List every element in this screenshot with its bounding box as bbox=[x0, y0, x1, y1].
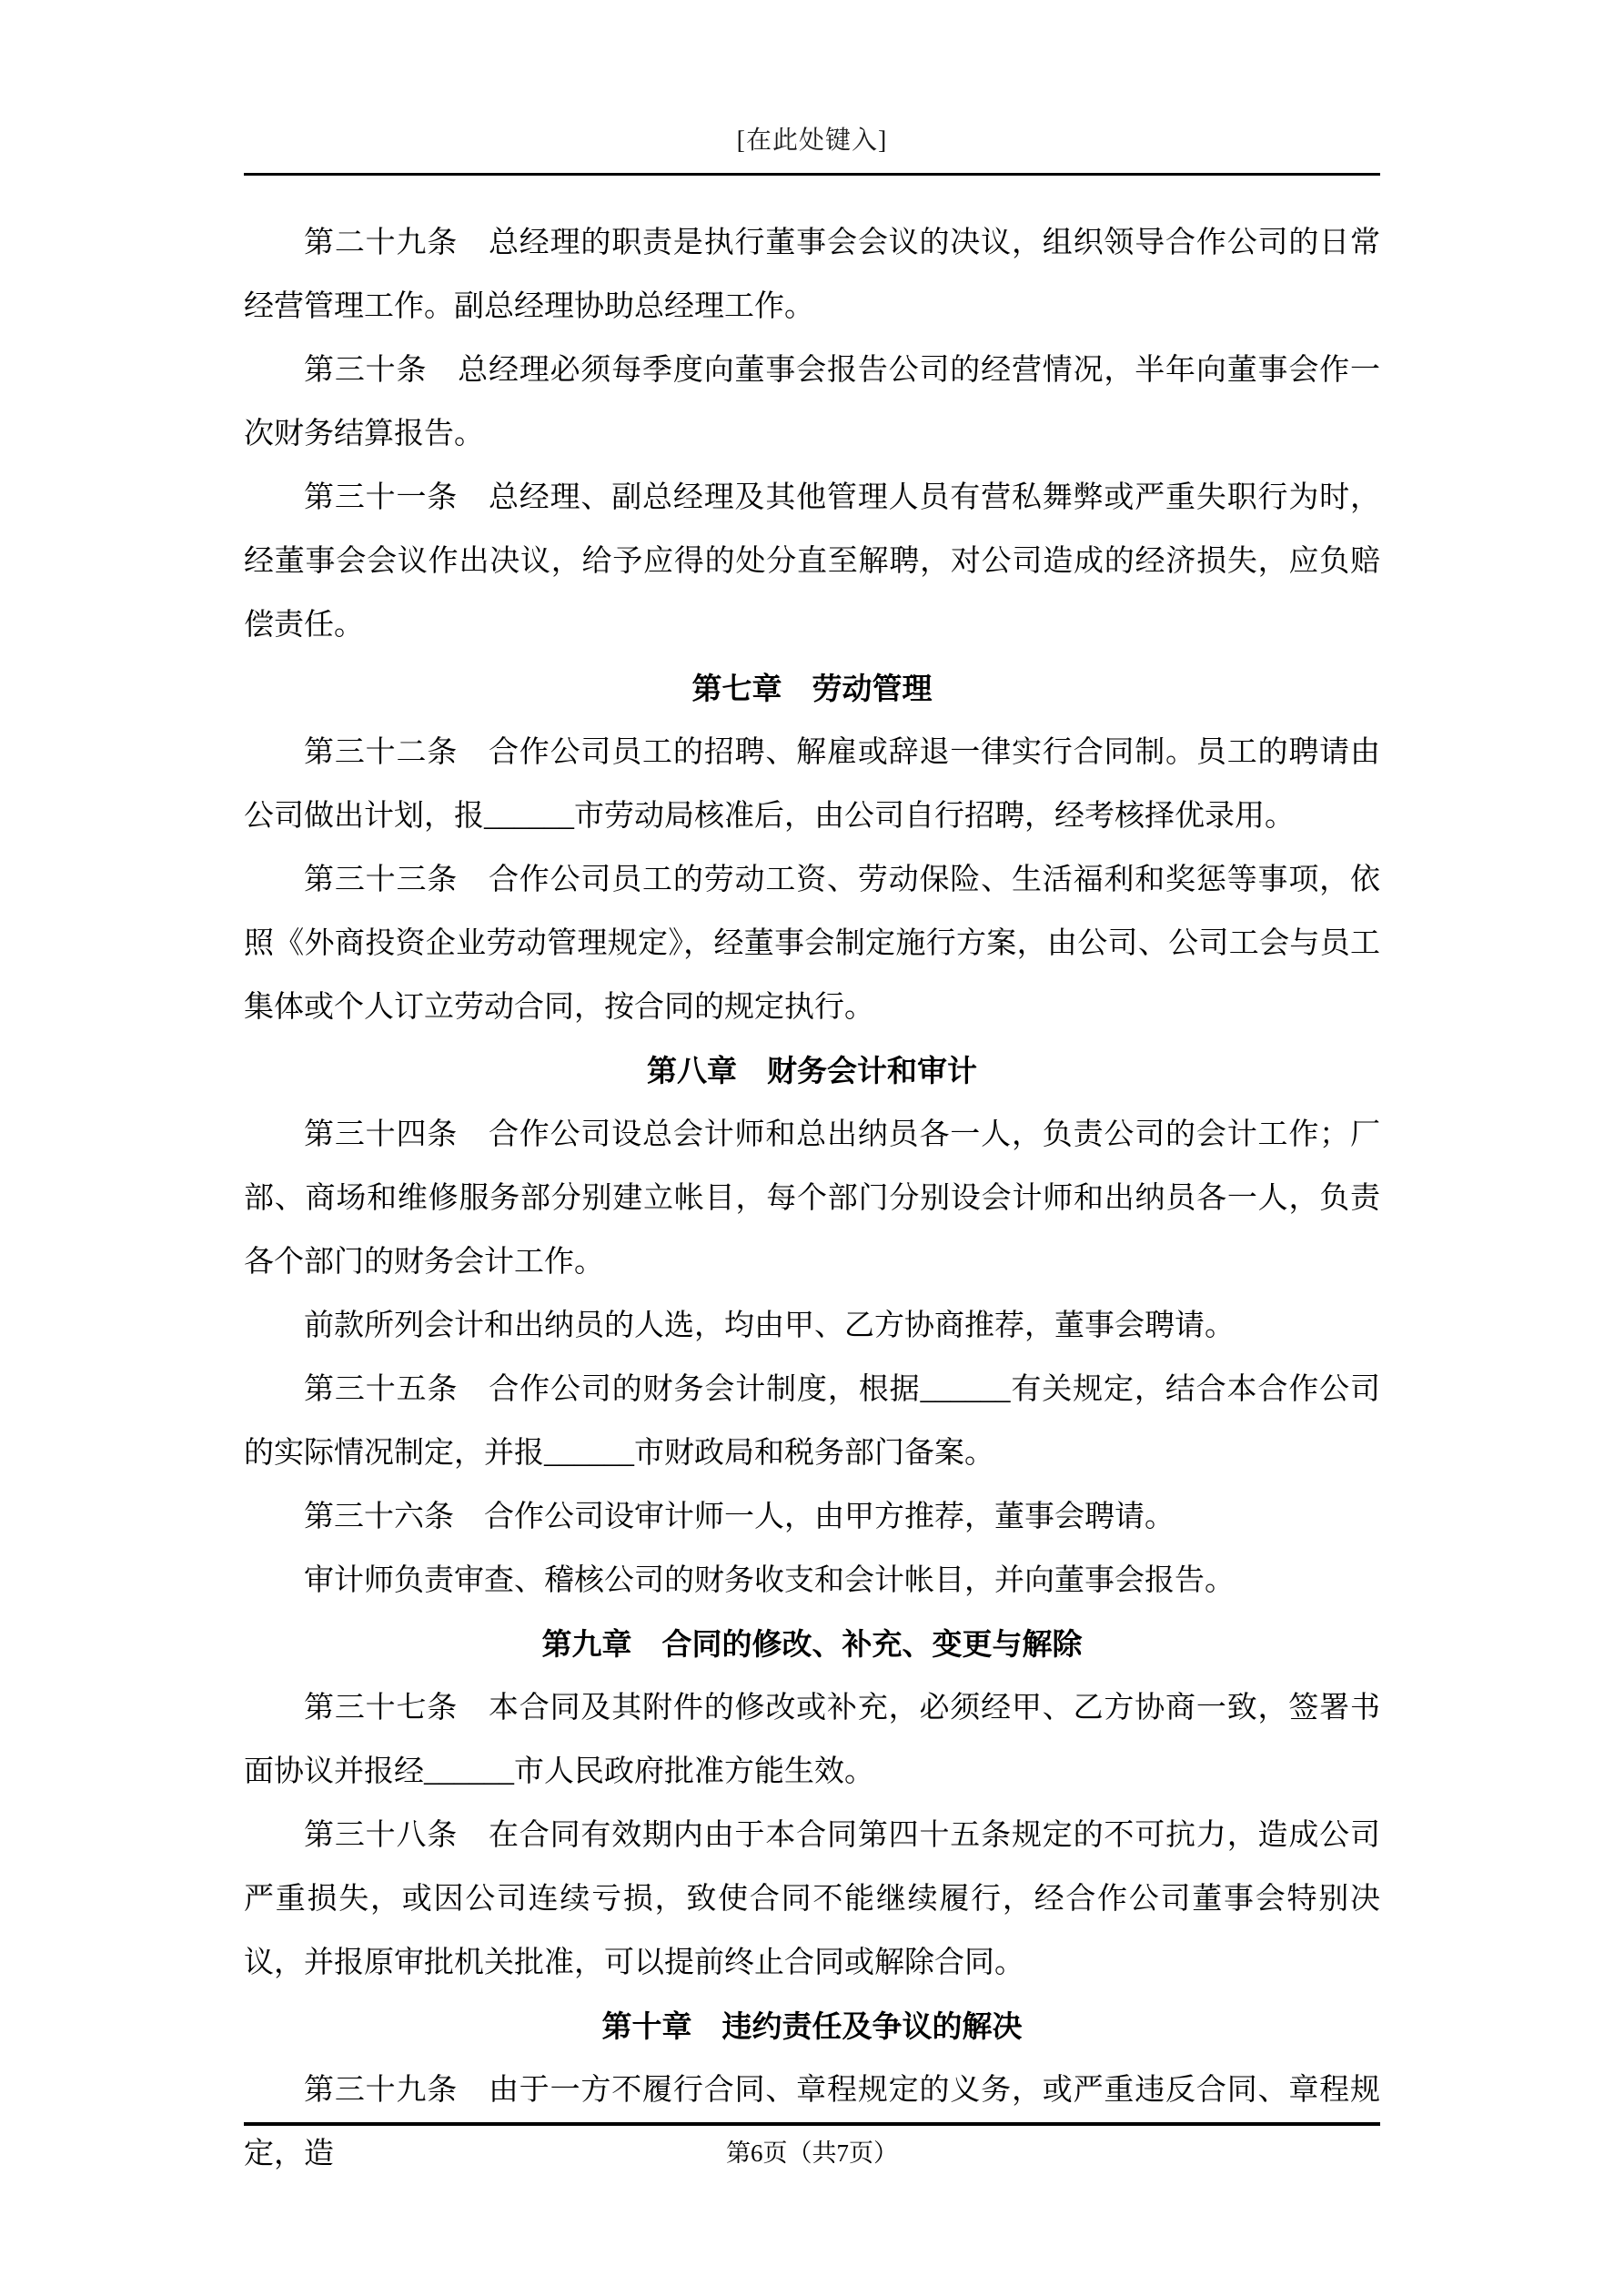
header-rule bbox=[244, 173, 1380, 176]
chapter-heading: 第九章 合同的修改、补充、变更与解除 bbox=[541, 1627, 1083, 1661]
header-placeholder-text: [在此处键入] bbox=[736, 126, 888, 155]
chapter-heading: 第十章 违约责任及争议的解决 bbox=[601, 2009, 1023, 2043]
paragraph: 审计师负责审查、稽核公司的财务收支和会计帐目，并向董事会报告。 bbox=[304, 1564, 1235, 1597]
paragraph: 第三十八条 在合同有效期内由于本合同第四十五条规定的不可抗力，造成公司严重损失，或因公司连续亏损，致使合同不能继续履行，经合作公司董事会特别决议，并报原审批机关批准，可以提前终止合同或解除合同。 bbox=[244, 1819, 1380, 1979]
paragraph: 第三十五条 合作公司的财务会计制度，根据______有关规定，结合本合作公司的实际情况制定，并报______市财政局和税务部门备案。 bbox=[244, 1373, 1380, 1470]
paragraph: 第三十条 总经理必须每季度向董事会报告公司的经营情况，半年向董事会作一次财务结算报告。 bbox=[244, 354, 1380, 450]
paragraph: 第三十六条 合作公司设审计师一人，由甲方推荐，董事会聘请。 bbox=[304, 1501, 1175, 1533]
paragraph: 第三十一条 总经理、副总经理及其他管理人员有营私舞弊或严重失职行为时，经董事会会议作出决议，给予应得的处分直至解聘，对公司造成的经济损失，应负赔偿责任。 bbox=[244, 481, 1380, 642]
footer-page-number: 第6页（共7页） bbox=[726, 2139, 898, 2167]
paragraph: 第三十四条 合作公司设总会计师和总出纳员各一人，负责公司的会计工作；厂部、商场和维修服务部分别建立帐目，每个部门分别设会计师和出纳员各一人，负责各个部门的财务会计工作。 bbox=[244, 1118, 1380, 1279]
page-header bbox=[244, 126, 1380, 176]
paragraph: 第三十九条 由于一方不履行合同、章程规定的义务，或严重违反合同、章程规定，造 bbox=[244, 2074, 1380, 2170]
chapter-heading: 第七章 劳动管理 bbox=[691, 672, 933, 705]
document-body bbox=[244, 211, 1380, 2186]
page-footer bbox=[244, 2122, 1380, 2168]
chapter-heading: 第八章 财务会计和审计 bbox=[647, 1054, 977, 1087]
paragraph: 第二十九条 总经理的职责是执行董事会会议的决议，组织领导合作公司的日常经营管理工作。副总经理协助总经理工作。 bbox=[244, 227, 1380, 323]
paragraph: 第三十七条 本合同及其附件的修改或补充，必须经甲、乙方协商一致，签署书面协议并报经______市人民政府批准方能生效。 bbox=[244, 1692, 1380, 1788]
paragraph: 第三十二条 合作公司员工的招聘、解雇或辞退一律实行合同制。员工的聘请由公司做出计划，报______市劳动局核准后，由公司自行招聘，经考核择优录用。 bbox=[244, 736, 1380, 833]
paragraph: 前款所列会计和出纳员的人选，均由甲、乙方协商推荐，董事会聘请。 bbox=[304, 1310, 1235, 1342]
footer-rule bbox=[244, 2122, 1380, 2126]
paragraph: 第三十三条 合作公司员工的劳动工资、劳动保险、生活福利和奖惩等事项，依照《外商投资企业劳动管理规定》，经董事会制定施行方案，由公司、公司工会与员工集体或个人订立劳动合同，按合同的规定执行。 bbox=[244, 864, 1380, 1024]
